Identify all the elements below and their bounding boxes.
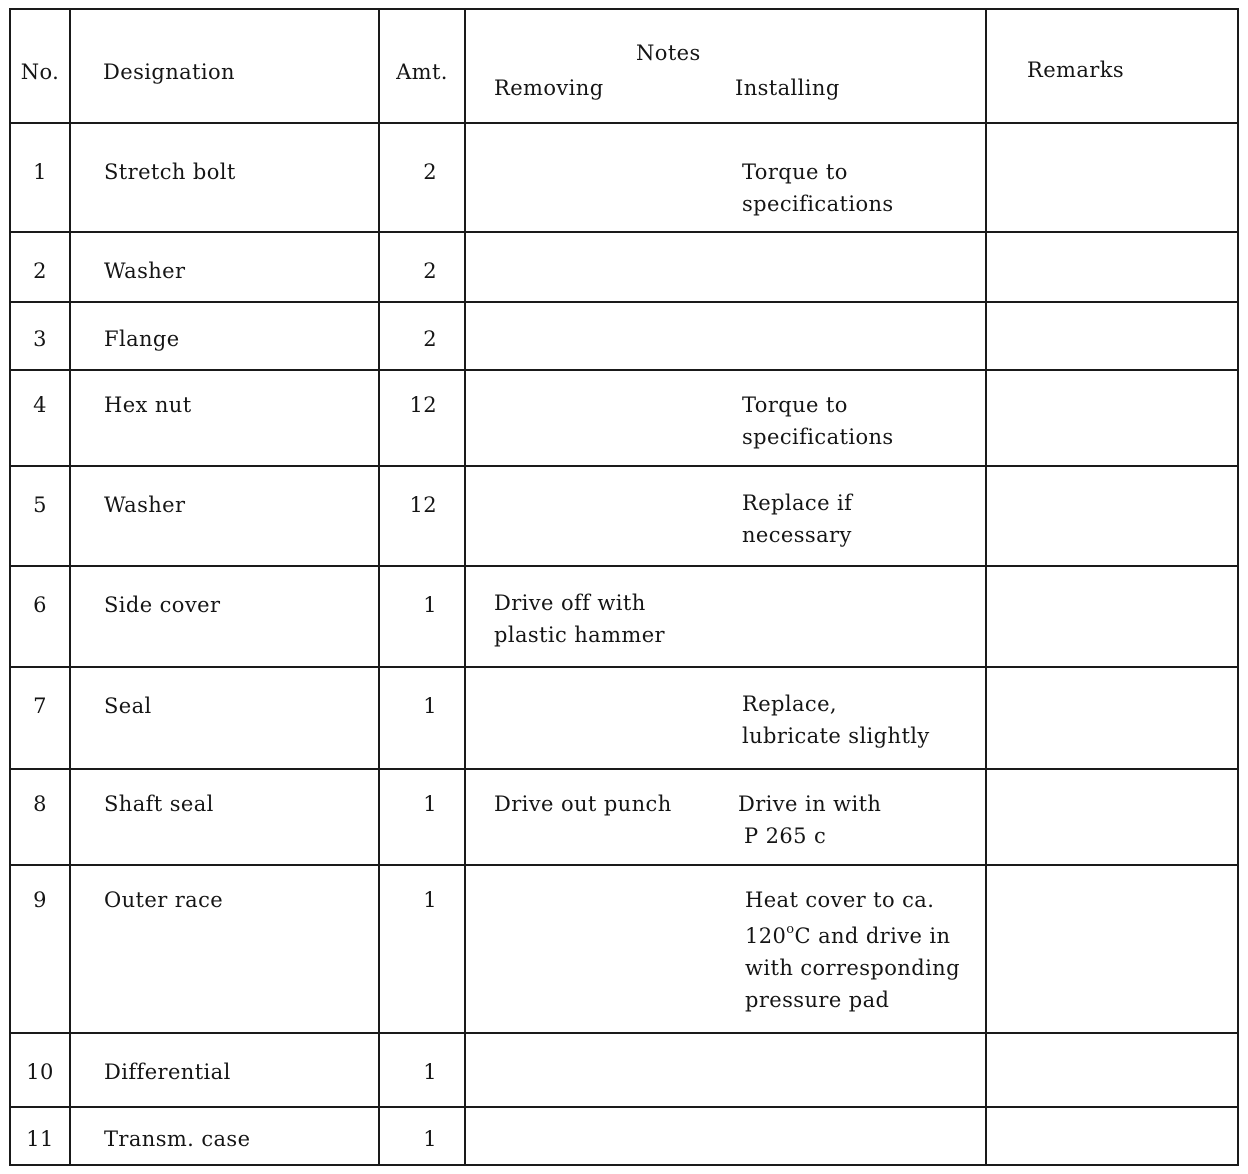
row-no: 8 bbox=[10, 769, 70, 865]
installing-note: Replace, lubricate slightly bbox=[742, 692, 930, 748]
table-row bbox=[10, 466, 1238, 566]
row-designation: Hex nut bbox=[70, 370, 379, 466]
header-installing: Installing bbox=[735, 76, 840, 100]
degree-sign: o bbox=[786, 922, 795, 937]
row-designation: Side cover bbox=[70, 566, 379, 667]
row-remarks bbox=[986, 1033, 1238, 1107]
removing-note: Drive off with plastic hammer bbox=[494, 591, 665, 647]
parts-table bbox=[9, 8, 1239, 1166]
row-remarks bbox=[986, 232, 1238, 302]
row-amount: 1 bbox=[379, 667, 465, 769]
row-notes bbox=[465, 370, 986, 466]
row-designation: Differential bbox=[70, 1033, 379, 1107]
row-no: 4 bbox=[10, 370, 70, 466]
row-notes bbox=[465, 1033, 986, 1107]
installing-note: Drive in with P 265 c bbox=[738, 792, 882, 848]
table-row bbox=[10, 1033, 1238, 1107]
header-amount: Amt. bbox=[379, 9, 465, 123]
row-remarks bbox=[986, 466, 1238, 566]
header-notes-title: Notes bbox=[636, 41, 701, 65]
row-notes bbox=[465, 302, 986, 370]
row-notes bbox=[465, 466, 986, 566]
table-row bbox=[10, 865, 1238, 1033]
table-row bbox=[10, 123, 1238, 232]
row-no: 5 bbox=[10, 466, 70, 566]
row-no: 7 bbox=[10, 667, 70, 769]
installing-note: Replace if necessary bbox=[742, 491, 853, 547]
row-remarks bbox=[986, 667, 1238, 769]
row-notes bbox=[465, 865, 986, 1033]
row-designation: Flange bbox=[70, 302, 379, 370]
row-amount: 12 bbox=[379, 466, 465, 566]
table-row bbox=[10, 302, 1238, 370]
row-notes bbox=[465, 769, 986, 865]
row-remarks bbox=[986, 370, 1238, 466]
removing-note: Drive out punch bbox=[494, 792, 672, 816]
table-row bbox=[10, 769, 1238, 865]
table-row bbox=[10, 1107, 1238, 1165]
row-amount: 2 bbox=[379, 232, 465, 302]
row-designation: Washer bbox=[70, 466, 379, 566]
header-removing: Removing bbox=[494, 76, 604, 100]
row-remarks bbox=[986, 566, 1238, 667]
header-notes bbox=[465, 9, 986, 123]
row-amount: 1 bbox=[379, 769, 465, 865]
parts-sheet bbox=[9, 8, 1237, 1164]
row-amount: 12 bbox=[379, 370, 465, 466]
row-remarks bbox=[986, 1107, 1238, 1165]
row-remarks bbox=[986, 302, 1238, 370]
row-designation: Shaft seal bbox=[70, 769, 379, 865]
row-amount: 1 bbox=[379, 1033, 465, 1107]
row-amount: 2 bbox=[379, 302, 465, 370]
header-remarks: Remarks bbox=[986, 9, 1238, 123]
row-no: 3 bbox=[10, 302, 70, 370]
row-no: 1 bbox=[10, 123, 70, 232]
row-designation: Transm. case bbox=[70, 1107, 379, 1165]
row-no: 11 bbox=[10, 1107, 70, 1165]
row-designation: Washer bbox=[70, 232, 379, 302]
row-no: 2 bbox=[10, 232, 70, 302]
row-amount: 1 bbox=[379, 865, 465, 1033]
installing-note: Heat cover to ca. 120$^o$C and drive in with corresponding pressure pad bbox=[745, 888, 960, 1012]
row-no: 10 bbox=[10, 1033, 70, 1107]
row-amount: 1 bbox=[379, 566, 465, 667]
row-designation: Outer race bbox=[70, 865, 379, 1033]
header-no: No. bbox=[10, 9, 70, 123]
row-notes bbox=[465, 667, 986, 769]
row-designation: Seal bbox=[70, 667, 379, 769]
row-notes bbox=[465, 566, 986, 667]
row-remarks bbox=[986, 769, 1238, 865]
row-notes bbox=[465, 123, 986, 232]
table-row bbox=[10, 566, 1238, 667]
table-row bbox=[10, 232, 1238, 302]
header-row bbox=[10, 9, 1238, 123]
row-no: 6 bbox=[10, 566, 70, 667]
row-amount: 1 bbox=[379, 1107, 465, 1165]
installing-note: Torque to specifications bbox=[742, 393, 894, 449]
table-row bbox=[10, 370, 1238, 466]
header-designation: Designation bbox=[70, 9, 379, 123]
row-notes bbox=[465, 1107, 986, 1165]
installing-note: Torque to specifications bbox=[742, 160, 894, 216]
row-amount: 2 bbox=[379, 123, 465, 232]
row-notes bbox=[465, 232, 986, 302]
row-remarks bbox=[986, 123, 1238, 232]
table-row bbox=[10, 667, 1238, 769]
row-designation: Stretch bolt bbox=[70, 123, 379, 232]
row-remarks bbox=[986, 865, 1238, 1033]
row-no: 9 bbox=[10, 865, 70, 1033]
